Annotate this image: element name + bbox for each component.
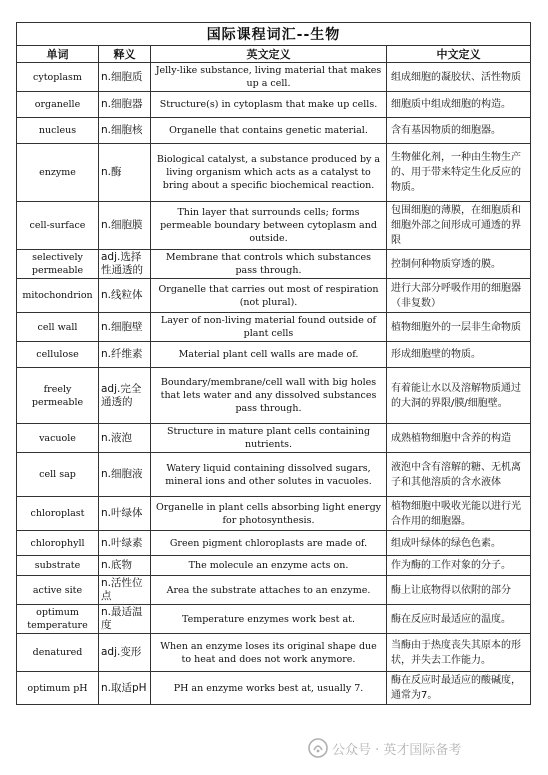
row-word: selectively permeable xyxy=(17,250,99,279)
row-english-definition: PH an enzyme works best at, usually 7. xyxy=(151,672,387,705)
row-word: active site xyxy=(17,576,99,605)
row-word: optimum pH xyxy=(17,672,99,705)
row-english-definition: Material plant cell walls are made of. xyxy=(151,342,387,368)
row-meaning: n.细胞壁 xyxy=(99,313,151,342)
row-chinese-definition: 含有基因物质的细胞器。 xyxy=(387,118,531,144)
row-chinese-definition: 形成细胞壁的物质。 xyxy=(387,342,531,368)
title-row xyxy=(17,23,531,46)
row-english-definition: Organelle that carries out most of respiration (not plural). xyxy=(151,279,387,313)
row-meaning: n.细胞核 xyxy=(99,118,151,144)
row-chinese-definition: 进行大部分呼吸作用的细胞器（非复数） xyxy=(387,279,531,313)
row-english-definition: Green pigment chloroplasts are made of. xyxy=(151,531,387,556)
table-row xyxy=(17,313,531,342)
row-meaning: n.叶绿素 xyxy=(99,531,151,556)
row-meaning: n.细胞器 xyxy=(99,92,151,118)
header-chinese: 中文定义 xyxy=(387,46,531,63)
row-word: substrate xyxy=(17,556,99,576)
row-chinese-definition: 酶上让底物得以依附的部分 xyxy=(387,576,531,605)
row-chinese-definition: 作为酶的工作对象的分子。 xyxy=(387,556,531,576)
row-meaning: adj.完全通透的 xyxy=(99,368,151,424)
table-row xyxy=(17,202,531,250)
row-chinese-definition: 植物细胞外的一层非生命物质 xyxy=(387,313,531,342)
wechat-official-account-icon xyxy=(308,738,328,758)
row-meaning: n.底物 xyxy=(99,556,151,576)
header-english: 英文定义 xyxy=(151,46,387,63)
table-row xyxy=(17,576,531,605)
row-english-definition: The molecule an enzyme acts on. xyxy=(151,556,387,576)
row-meaning: n.活性位点 xyxy=(99,576,151,605)
table-row xyxy=(17,250,531,279)
table-row xyxy=(17,92,531,118)
row-meaning: n.取适pH xyxy=(99,672,151,705)
row-chinese-definition: 细胞质中组成细胞的构造。 xyxy=(387,92,531,118)
row-chinese-definition: 包围细胞的薄膜，在细胞质和细胞外部之间形成可通透的界限 xyxy=(387,202,531,250)
row-english-definition: Membrane that controls which substances pass through. xyxy=(151,250,387,279)
table-row xyxy=(17,144,531,202)
vocabulary-table xyxy=(16,22,531,705)
row-english-definition: Structure in mature plant cells containing nutrients. xyxy=(151,424,387,453)
table-row xyxy=(17,605,531,634)
row-word: optimum temperature xyxy=(17,605,99,634)
table-title: 国际课程词汇--生物 xyxy=(17,23,531,46)
row-meaning: n.细胞液 xyxy=(99,453,151,497)
row-english-definition: Boundary/membrane/cell wall with big holes that lets water and any dissolved substances pass through. xyxy=(151,368,387,424)
vocabulary-rows xyxy=(17,63,531,705)
row-meaning: n.细胞膜 xyxy=(99,202,151,250)
row-english-definition: Organelle in plant cells absorbing light energy for photosynthesis. xyxy=(151,497,387,531)
table-row xyxy=(17,63,531,92)
row-meaning: adj.选择性通透的 xyxy=(99,250,151,279)
table-row xyxy=(17,118,531,144)
row-chinese-definition: 酶在反应时最适应的温度。 xyxy=(387,605,531,634)
row-english-definition: Organelle that contains genetic material. xyxy=(151,118,387,144)
row-chinese-definition: 有着能让水以及溶解物质通过的大洞的界限/膜/细胞壁。 xyxy=(387,368,531,424)
row-word: cell sap xyxy=(17,453,99,497)
row-word: cell-surface xyxy=(17,202,99,250)
row-meaning: n.叶绿体 xyxy=(99,497,151,531)
row-word: vacuole xyxy=(17,424,99,453)
row-chinese-definition: 液泡中含有溶解的糖、无机离子和其他溶质的含水液体 xyxy=(387,453,531,497)
row-word: chloroplast xyxy=(17,497,99,531)
row-word: denatured xyxy=(17,634,99,672)
row-chinese-definition: 成熟植物细胞中含养的构造 xyxy=(387,424,531,453)
table-row xyxy=(17,342,531,368)
row-word: chlorophyll xyxy=(17,531,99,556)
row-word: mitochondrion xyxy=(17,279,99,313)
row-meaning: n.液泡 xyxy=(99,424,151,453)
table-row xyxy=(17,672,531,705)
row-chinese-definition: 当酶由于热度丧失其原本的形状，并失去工作能力。 xyxy=(387,634,531,672)
row-chinese-definition: 组成细胞的凝胶状、活性物质 xyxy=(387,63,531,92)
row-meaning: adj.变形 xyxy=(99,634,151,672)
row-chinese-definition: 控制何种物质穿透的膜。 xyxy=(387,250,531,279)
row-word: cell wall xyxy=(17,313,99,342)
row-word: freely permeable xyxy=(17,368,99,424)
row-english-definition: Watery liquid containing dissolved sugars, mineral ions and other solutes in vacuoles. xyxy=(151,453,387,497)
row-meaning: n.最适温度 xyxy=(99,605,151,634)
header-row xyxy=(17,46,531,63)
row-word: organelle xyxy=(17,92,99,118)
row-english-definition: Temperature enzymes work best at. xyxy=(151,605,387,634)
row-meaning: n.线粒体 xyxy=(99,279,151,313)
row-meaning: n.细胞质 xyxy=(99,63,151,92)
row-english-definition: Biological catalyst, a substance produced by a living organism which acts as a catalyst to bring about a specific biochemical reaction. xyxy=(151,144,387,202)
table-row xyxy=(17,279,531,313)
row-word: nucleus xyxy=(17,118,99,144)
table-row xyxy=(17,453,531,497)
row-english-definition: Layer of non-living material found outside of plant cells xyxy=(151,313,387,342)
table-row xyxy=(17,497,531,531)
row-chinese-definition: 植物细胞中吸收光能以进行光合作用的细胞器。 xyxy=(387,497,531,531)
row-chinese-definition: 组成叶绿体的绿色色素。 xyxy=(387,531,531,556)
table-row xyxy=(17,634,531,672)
row-word: cellulose xyxy=(17,342,99,368)
row-english-definition: Area the substrate attaches to an enzyme. xyxy=(151,576,387,605)
table-row xyxy=(17,556,531,576)
row-meaning: n.酶 xyxy=(99,144,151,202)
vocabulary-sheet xyxy=(16,22,530,705)
table-row xyxy=(17,531,531,556)
header-meaning: 释义 xyxy=(99,46,151,63)
table-row xyxy=(17,424,531,453)
row-english-definition: When an enzyme loses its original shape due to heat and does not work anymore. xyxy=(151,634,387,672)
row-meaning: n.纤维素 xyxy=(99,342,151,368)
row-english-definition: Structure(s) in cytoplasm that make up cells. xyxy=(151,92,387,118)
row-chinese-definition: 酶在反应时最适应的酸碱度，通常为7。 xyxy=(387,672,531,705)
header-word: 单词 xyxy=(17,46,99,63)
row-chinese-definition: 生物催化剂，一种由生物生产的、用于带来特定生化反应的物质。 xyxy=(387,144,531,202)
row-word: cytoplasm xyxy=(17,63,99,92)
watermark-text: 公众号 · 英才国际备考 xyxy=(332,742,462,758)
watermark xyxy=(308,734,538,762)
row-english-definition: Jelly-like substance, living material that makes up a cell. xyxy=(151,63,387,92)
row-word: enzyme xyxy=(17,144,99,202)
row-english-definition: Thin layer that surrounds cells; forms permeable boundary between cytoplasm and outside. xyxy=(151,202,387,250)
table-row xyxy=(17,368,531,424)
